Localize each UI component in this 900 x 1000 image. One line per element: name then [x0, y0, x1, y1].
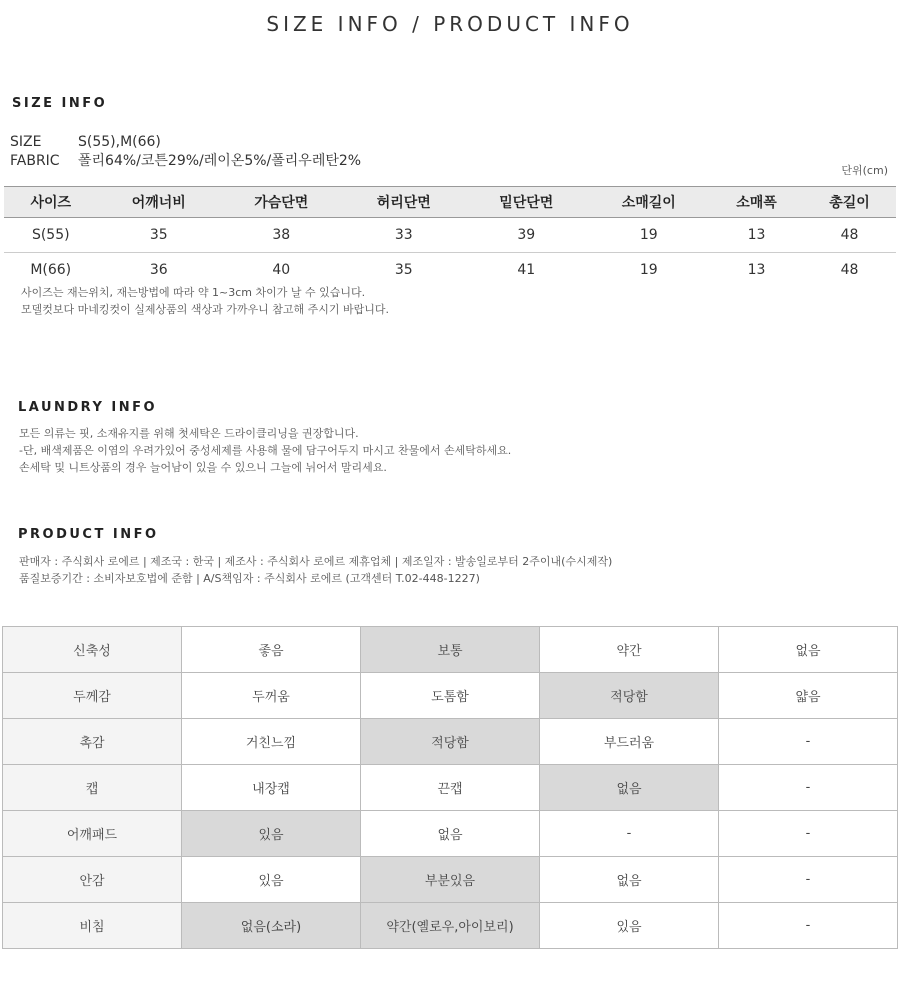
attribute-option: - — [540, 811, 719, 857]
table-cell: 48 — [840, 262, 859, 278]
attribute-option: 있음 — [540, 903, 719, 949]
table-cell: 39 — [465, 218, 588, 253]
attribute-option: 적당함 — [361, 719, 540, 765]
size-info-title: SIZE INFO — [12, 96, 108, 111]
attribute-option: 있음 — [182, 857, 361, 903]
attribute-row — [3, 903, 898, 949]
size-table-header — [4, 187, 896, 218]
product-note-line: 품질보증기간 : 소비자보호법에 준함 | A/S책임자 : 주식회사 로에르 (고객센터 T.02-448-1227) — [19, 572, 480, 585]
attribute-row — [3, 627, 898, 673]
table-row — [4, 218, 896, 253]
size-note-line: 모델컷보다 마네킹컷이 실제상품의 색상과 가까우니 참고해 주시기 바랍니다. — [21, 303, 390, 316]
header-hem: 밑단단면 — [465, 187, 588, 218]
attribute-table — [2, 626, 898, 949]
size-table — [4, 186, 896, 287]
laundry-notes — [19, 425, 511, 476]
page-title: SIZE INFO / PRODUCT INFO — [266, 12, 634, 36]
header-sleeve-width: 소매폭 — [710, 187, 803, 218]
attribute-option: 있음 — [182, 811, 361, 857]
header-waist: 허리단면 — [343, 187, 466, 218]
table-cell: S(55) — [4, 218, 98, 253]
attribute-label: 안감 — [3, 857, 182, 903]
laundry-note-line: -단, 배색제품은 이염의 우려가있어 중성세제를 사용해 물에 담구어두지 마시고 찬물에서 손세탁하세요. — [19, 444, 512, 457]
attribute-option: 얇음 — [719, 673, 898, 719]
attribute-option: - — [719, 811, 898, 857]
size-note-line: 사이즈는 재는위치, 재는방법에 따라 약 1~3cm 차이가 날 수 있습니다. — [21, 286, 366, 299]
attribute-row — [3, 765, 898, 811]
attribute-label: 신축성 — [3, 627, 182, 673]
fabric-spec-row — [10, 150, 361, 170]
table-cell: 41 — [517, 262, 536, 278]
attribute-option: 약간 — [540, 627, 719, 673]
laundry-note-line: 모든 의류는 핏, 소재유지를 위해 첫세탁은 드라이클리닝을 권장합니다. — [19, 427, 359, 440]
attribute-option: 적당함 — [540, 673, 719, 719]
attribute-option: - — [719, 857, 898, 903]
product-note-line: 판매자 : 주식회사 로에르 | 제조국 : 한국 | 제조사 : 주식회사 로에르 제휴업체 | 제조일자 : 발송일로부터 2주이내(수시제작) — [19, 555, 613, 568]
table-cell: 19 — [588, 218, 711, 253]
attribute-option: 부드러움 — [540, 719, 719, 765]
attribute-label: 비침 — [3, 903, 182, 949]
attribute-row — [3, 811, 898, 857]
attribute-option: 없음 — [361, 811, 540, 857]
size-spec-row — [10, 134, 161, 150]
attribute-row — [3, 719, 898, 765]
table-cell: 13 — [710, 218, 803, 253]
table-cell: 35 — [394, 262, 413, 278]
attribute-option: 두꺼움 — [182, 673, 361, 719]
laundry-note-line: 손세탁 및 니트상품의 경우 늘어남이 있을 수 있으니 그늘에 뉘어서 말리세요. — [19, 461, 387, 474]
table-cell: 19 — [639, 262, 658, 278]
attribute-label: 어깨패드 — [3, 811, 182, 857]
attribute-label: 두께감 — [3, 673, 182, 719]
attribute-option: 좋음 — [182, 627, 361, 673]
attribute-label: 촉감 — [3, 719, 182, 765]
attribute-option: 끈캡 — [361, 765, 540, 811]
attribute-option: - — [719, 719, 898, 765]
attribute-option: - — [719, 765, 898, 811]
product-info-title: PRODUCT INFO — [18, 527, 159, 542]
table-cell: 40 — [272, 262, 291, 278]
attribute-row — [3, 673, 898, 719]
attribute-option: 없음(소라) — [182, 903, 361, 949]
attribute-option: 없음 — [540, 765, 719, 811]
table-cell: 13 — [747, 262, 766, 278]
size-label: SIZE — [10, 134, 42, 150]
attribute-option: 보통 — [361, 627, 540, 673]
laundry-info-title: LAUNDRY INFO — [18, 400, 158, 415]
attribute-option: 부분있음 — [361, 857, 540, 903]
attribute-option: 없음 — [540, 857, 719, 903]
header-sleeve-length: 소매길이 — [588, 187, 711, 218]
table-row — [4, 253, 896, 288]
table-cell: M(66) — [30, 262, 72, 278]
attribute-option: - — [719, 903, 898, 949]
attribute-option: 약간(옐로우,아이보리) — [361, 903, 540, 949]
attribute-option: 도톰함 — [361, 673, 540, 719]
table-cell: 35 — [98, 218, 221, 253]
header-total-length: 총길이 — [803, 187, 896, 218]
attribute-option: 거친느낌 — [182, 719, 361, 765]
attribute-option: 내장캡 — [182, 765, 361, 811]
header-size: 사이즈 — [4, 187, 98, 218]
size-value: S(55),M(66) — [78, 134, 161, 150]
unit-label: 단위(cm) — [841, 164, 888, 177]
table-cell: 38 — [220, 218, 343, 253]
attribute-option: 없음 — [719, 627, 898, 673]
table-cell: 36 — [149, 262, 168, 278]
header-shoulder: 어깨너비 — [98, 187, 221, 218]
fabric-label: FABRIC — [10, 153, 60, 169]
header-chest: 가슴단면 — [220, 187, 343, 218]
size-notes — [21, 284, 389, 318]
fabric-value: 폴리64%/코튼29%/레이온5%/폴리우레탄2% — [78, 153, 362, 169]
table-cell: 48 — [803, 218, 896, 253]
product-notes — [19, 553, 612, 587]
table-cell: 33 — [343, 218, 466, 253]
attribute-label: 캡 — [3, 765, 182, 811]
attribute-row — [3, 857, 898, 903]
